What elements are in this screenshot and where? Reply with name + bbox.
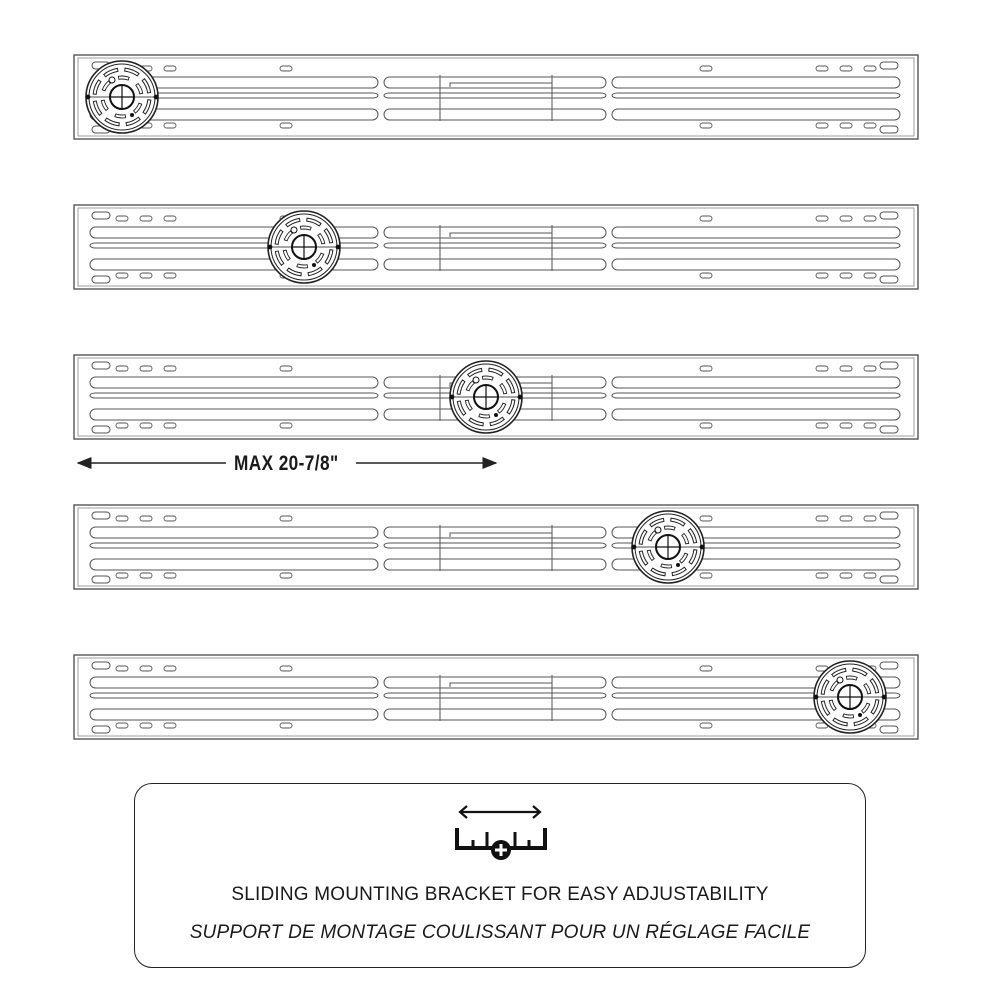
bracket-bar: [74, 55, 918, 139]
dimension-label: MAX 20-7/8": [234, 452, 339, 475]
mounting-plate: [450, 361, 523, 433]
bracket-bar: [74, 655, 918, 739]
caption-french: SUPPORT DE MONTAGE COULISSANT POUR UN RÉGLAGE FACILE: [189, 922, 811, 943]
bracket-bar: [74, 355, 918, 439]
mounting-plate: [86, 61, 159, 133]
mounting-plate: [632, 511, 705, 583]
bracket-bar: [74, 205, 918, 289]
sliding-ruler-icon: [451, 802, 551, 864]
bracket-bar: [74, 505, 918, 589]
caption-english: SLIDING MOUNTING BRACKET FOR EASY ADJUSTABILITY: [231, 884, 769, 905]
mounting-plate: [814, 661, 887, 733]
mounting-plate: [268, 211, 341, 283]
info-box: [134, 783, 866, 968]
